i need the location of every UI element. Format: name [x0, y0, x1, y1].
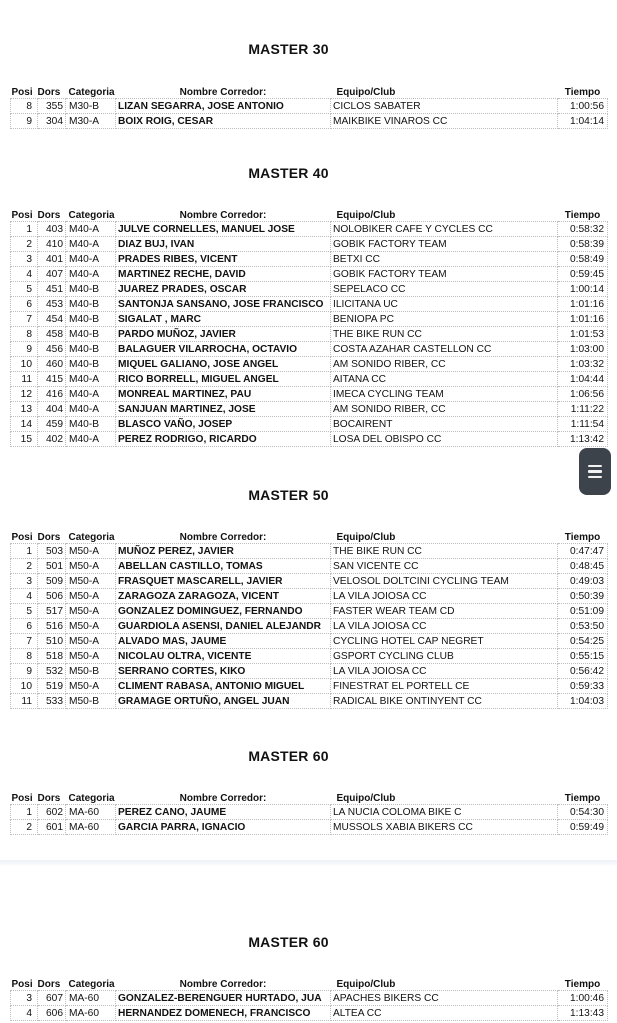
cell-cat: M50-A — [66, 589, 116, 604]
cell-club: GOBIK FACTORY TEAM — [331, 237, 558, 252]
column-header-dors: Dors — [37, 532, 61, 543]
cell-time: 0:58:49 — [558, 252, 608, 267]
table-header-row — [11, 529, 608, 544]
cell-time: 1:13:42 — [558, 432, 608, 447]
cell-dors: 401 — [38, 252, 66, 267]
cell-name: PEREZ CANO, JAUME — [116, 805, 331, 820]
cell-dors: 415 — [38, 372, 66, 387]
cell-dors: 407 — [38, 267, 66, 282]
table-row — [11, 267, 608, 282]
cell-cat: M50-A — [66, 649, 116, 664]
table-row — [11, 820, 608, 835]
cell-time: 1:06:56 — [558, 387, 608, 402]
column-header-dors: Dors — [37, 87, 61, 98]
cell-pos: 9 — [11, 342, 38, 357]
cell-club: LOSA DEL OBISPO CC — [331, 432, 558, 447]
cell-time: 1:11:54 — [558, 417, 608, 432]
cell-club: AM SONIDO RIBER, CC — [331, 357, 558, 372]
cell-cat: M40-A — [66, 267, 116, 282]
cell-name: BALAGUER VILARROCHA, OCTAVIO — [116, 342, 331, 357]
cell-time: 1:01:16 — [558, 312, 608, 327]
cell-club: LA VILA JOIOSA CC — [331, 664, 558, 679]
cell-name: MUÑOZ PEREZ, JAVIER — [116, 544, 331, 559]
table-row — [11, 604, 608, 619]
table-row — [11, 342, 608, 357]
cell-name: RICO BORRELL, MIGUEL ANGEL — [116, 372, 331, 387]
table-row — [11, 694, 608, 709]
cell-dors: 533 — [38, 694, 66, 709]
cell-dors: 506 — [38, 589, 66, 604]
cell-club: GOBIK FACTORY TEAM — [331, 267, 558, 282]
cell-dors: 518 — [38, 649, 66, 664]
cell-cat: M50-A — [66, 574, 116, 589]
cell-time: 0:58:32 — [558, 222, 608, 237]
cell-pos: 7 — [11, 634, 38, 649]
cell-pos: 8 — [11, 327, 38, 342]
cell-dors: 355 — [38, 99, 66, 114]
cell-pos: 4 — [11, 589, 38, 604]
table-header-row — [11, 84, 608, 99]
column-header-time: Tiempo — [564, 532, 601, 543]
cell-cat: M40-A — [66, 222, 116, 237]
cell-cat: M50-A — [66, 634, 116, 649]
cell-time: 0:59:45 — [558, 267, 608, 282]
cell-name: MONREAL MARTINEZ, PAU — [116, 387, 331, 402]
cell-club: IMECA CYCLING TEAM — [331, 387, 558, 402]
column-header-club: Equipo/Club — [336, 793, 396, 804]
column-header-dors: Dors — [37, 210, 61, 221]
cell-time: 0:47:47 — [558, 544, 608, 559]
cell-dors: 601 — [38, 820, 66, 835]
cell-club: APACHES BIKERS CC — [331, 991, 558, 1006]
cell-cat: M40-B — [66, 417, 116, 432]
cell-time: 0:59:33 — [558, 679, 608, 694]
cell-time: 0:59:49 — [558, 820, 608, 835]
cell-cat: M50-A — [66, 619, 116, 634]
cell-cat: M50-A — [66, 604, 116, 619]
cell-pos: 4 — [11, 267, 38, 282]
cell-club: SEPELACO CC — [331, 282, 558, 297]
cell-club: AM SONIDO RIBER, CC — [331, 402, 558, 417]
cell-dors: 403 — [38, 222, 66, 237]
table-row — [11, 237, 608, 252]
column-header-time: Tiempo — [564, 793, 601, 804]
results-table — [10, 207, 608, 447]
column-header-cat: Categoria — [68, 793, 115, 804]
cell-cat: M50-A — [66, 544, 116, 559]
cell-time: 1:04:14 — [558, 114, 608, 129]
table-header-row — [11, 790, 608, 805]
table-row — [11, 282, 608, 297]
cell-club: BOCAIRENT — [331, 417, 558, 432]
cell-pos: 13 — [11, 402, 38, 417]
cell-club: ILICITANA UC — [331, 297, 558, 312]
cell-club: CYCLING HOTEL CAP NEGRET — [331, 634, 558, 649]
cell-cat: M50-B — [66, 664, 116, 679]
cell-name: ALVADO MAS, JAUME — [116, 634, 331, 649]
table-row — [11, 372, 608, 387]
cell-pos: 12 — [11, 387, 38, 402]
cell-pos: 14 — [11, 417, 38, 432]
table-row — [11, 634, 608, 649]
cell-time: 1:13:43 — [558, 1006, 608, 1021]
cell-time: 0:48:45 — [558, 559, 608, 574]
column-header-pos: Posi — [11, 87, 33, 98]
column-header-club: Equipo/Club — [336, 979, 396, 990]
cell-name: MIQUEL GALIANO, JOSE ANGEL — [116, 357, 331, 372]
column-header-club: Equipo/Club — [336, 210, 396, 221]
cell-dors: 453 — [38, 297, 66, 312]
cell-time: 1:00:56 — [558, 99, 608, 114]
table-row — [11, 114, 608, 129]
cell-pos: 5 — [11, 604, 38, 619]
cell-time: 0:49:03 — [558, 574, 608, 589]
cell-name: HERNANDEZ DOMENECH, FRANCISCO — [116, 1006, 331, 1021]
column-header-name: Nombre Corredor: — [179, 210, 267, 221]
cell-pos: 7 — [11, 312, 38, 327]
cell-name: NICOLAU OLTRA, VICENTE — [116, 649, 331, 664]
cell-club: BENIOPA PC — [331, 312, 558, 327]
section-title: MASTER 60 — [248, 748, 329, 764]
column-header-club: Equipo/Club — [336, 87, 396, 98]
cell-name: SIGALAT , MARC — [116, 312, 331, 327]
cell-dors: 602 — [38, 805, 66, 820]
cell-cat: M50-A — [66, 559, 116, 574]
cell-club: CICLOS SABATER — [331, 99, 558, 114]
column-header-cat: Categoria — [68, 210, 115, 221]
cell-time: 0:50:39 — [558, 589, 608, 604]
cell-dors: 456 — [38, 342, 66, 357]
table-row — [11, 619, 608, 634]
cell-cat: M40-A — [66, 387, 116, 402]
column-header-club: Equipo/Club — [336, 532, 396, 543]
column-header-name: Nombre Corredor: — [179, 87, 267, 98]
cell-club: AITANA CC — [331, 372, 558, 387]
cell-club: BETXI CC — [331, 252, 558, 267]
cell-pos: 3 — [11, 574, 38, 589]
cell-time: 0:54:25 — [558, 634, 608, 649]
cell-pos: 2 — [11, 820, 38, 835]
cell-name: GONZALEZ-BERENGUER HURTADO, JUA — [116, 991, 331, 1006]
cell-cat: M50-B — [66, 694, 116, 709]
column-header-time: Tiempo — [564, 210, 601, 221]
cell-name: PRADES RIBES, VICENT — [116, 252, 331, 267]
table-header-row — [11, 207, 608, 222]
column-header-cat: Categoria — [68, 979, 115, 990]
cell-name: FRASQUET MASCARELL, JAVIER — [116, 574, 331, 589]
column-header-dors: Dors — [37, 979, 61, 990]
cell-time: 0:55:15 — [558, 649, 608, 664]
cell-name: SERRANO CORTES, KIKO — [116, 664, 331, 679]
cell-pos: 1 — [11, 222, 38, 237]
cell-club: MUSSOLS XABIA BIKERS CC — [331, 820, 558, 835]
cell-name: SANTONJA SANSANO, JOSE FRANCISCO — [116, 297, 331, 312]
cell-time: 1:00:14 — [558, 282, 608, 297]
cell-club: GSPORT CYCLING CLUB — [331, 649, 558, 664]
cell-club: VELOSOL DOLTCINI CYCLING TEAM — [331, 574, 558, 589]
cell-pos: 15 — [11, 432, 38, 447]
cell-pos: 4 — [11, 1006, 38, 1021]
column-header-name: Nombre Corredor: — [179, 532, 267, 543]
cell-cat: M50-A — [66, 679, 116, 694]
cell-time: 0:51:09 — [558, 604, 608, 619]
cell-time: 1:04:03 — [558, 694, 608, 709]
cell-club: RADICAL BIKE ONTINYENT CC — [331, 694, 558, 709]
cell-dors: 304 — [38, 114, 66, 129]
cell-cat: M40-A — [66, 237, 116, 252]
column-header-pos: Posi — [11, 210, 33, 221]
cell-name: ABELLAN CASTILLO, TOMAS — [116, 559, 331, 574]
cell-cat: M40-A — [66, 252, 116, 267]
table-row — [11, 222, 608, 237]
cell-pos: 2 — [11, 559, 38, 574]
cell-time: 0:54:30 — [558, 805, 608, 820]
cell-name: JUAREZ PRADES, OSCAR — [116, 282, 331, 297]
cell-dors: 606 — [38, 1006, 66, 1021]
results-table — [10, 84, 608, 129]
cell-dors: 416 — [38, 387, 66, 402]
cell-dors: 458 — [38, 327, 66, 342]
cell-time: 0:58:39 — [558, 237, 608, 252]
cell-cat: MA-60 — [66, 991, 116, 1006]
cell-cat: M40-A — [66, 432, 116, 447]
cell-pos: 3 — [11, 252, 38, 267]
cell-dors: 510 — [38, 634, 66, 649]
cell-dors: 517 — [38, 604, 66, 619]
cell-club: COSTA AZAHAR CASTELLON CC — [331, 342, 558, 357]
cell-pos: 9 — [11, 114, 38, 129]
cell-club: LA VILA JOIOSA CC — [331, 619, 558, 634]
cell-cat: M40-A — [66, 402, 116, 417]
cell-name: GONZALEZ DOMINGUEZ, FERNANDO — [116, 604, 331, 619]
cell-name: PEREZ RODRIGO, RICARDO — [116, 432, 331, 447]
cell-club: SAN VICENTE CC — [331, 559, 558, 574]
cell-cat: MA-60 — [66, 1006, 116, 1021]
cell-name: BOIX ROIG, CESAR — [116, 114, 331, 129]
table-row — [11, 991, 608, 1006]
column-header-time: Tiempo — [564, 979, 601, 990]
section-title: MASTER 60 — [248, 934, 329, 950]
cell-pos: 1 — [11, 544, 38, 559]
table-row — [11, 387, 608, 402]
section-title: MASTER 40 — [248, 165, 329, 181]
cell-name: SANJUAN MARTINEZ, JOSE — [116, 402, 331, 417]
cell-pos: 1 — [11, 805, 38, 820]
cell-name: CLIMENT RABASA, ANTONIO MIGUEL — [116, 679, 331, 694]
table-row — [11, 589, 608, 604]
cell-pos: 6 — [11, 297, 38, 312]
table-row — [11, 664, 608, 679]
cell-name: GARCIA PARRA, IGNACIO — [116, 820, 331, 835]
cell-time: 1:03:32 — [558, 357, 608, 372]
cell-cat: M30-B — [66, 99, 116, 114]
cell-name: PARDO MUÑOZ, JAVIER — [116, 327, 331, 342]
table-row — [11, 544, 608, 559]
cell-time: 1:03:00 — [558, 342, 608, 357]
page-separator — [0, 860, 617, 866]
table-row — [11, 1006, 608, 1021]
column-header-dors: Dors — [37, 793, 61, 804]
column-header-pos: Posi — [11, 793, 33, 804]
table-row — [11, 402, 608, 417]
column-header-pos: Posi — [11, 532, 33, 543]
cell-cat: M40-B — [66, 357, 116, 372]
cell-club: FASTER WEAR TEAM CD — [331, 604, 558, 619]
cell-pos: 9 — [11, 664, 38, 679]
cell-pos: 11 — [11, 372, 38, 387]
menu-icon-bar — [588, 476, 602, 479]
cell-name: GUARDIOLA ASENSI, DANIEL ALEJANDR — [116, 619, 331, 634]
column-header-time: Tiempo — [564, 87, 601, 98]
cell-cat: M30-A — [66, 114, 116, 129]
cell-pos: 11 — [11, 694, 38, 709]
section-title: MASTER 50 — [248, 487, 329, 503]
cell-time: 0:53:50 — [558, 619, 608, 634]
section-title: MASTER 30 — [248, 41, 329, 57]
cell-pos: 10 — [11, 357, 38, 372]
cell-name: MARTINEZ RECHE, DAVID — [116, 267, 331, 282]
cell-club: FINESTRAT EL PORTELL CE — [331, 679, 558, 694]
cell-dors: 532 — [38, 664, 66, 679]
cell-club: THE BIKE RUN CC — [331, 544, 558, 559]
table-row — [11, 312, 608, 327]
cell-dors: 509 — [38, 574, 66, 589]
results-table — [10, 790, 608, 835]
cell-dors: 519 — [38, 679, 66, 694]
cell-dors: 410 — [38, 237, 66, 252]
cell-club: ALTEA CC — [331, 1006, 558, 1021]
cell-club: LA NUCIA COLOMA BIKE C — [331, 805, 558, 820]
table-row — [11, 559, 608, 574]
results-table — [10, 976, 608, 1021]
menu-icon-bar — [588, 470, 602, 473]
table-row — [11, 805, 608, 820]
cell-pos: 8 — [11, 99, 38, 114]
column-header-name: Nombre Corredor: — [179, 793, 267, 804]
cell-cat: M40-B — [66, 312, 116, 327]
cell-pos: 6 — [11, 619, 38, 634]
cell-pos: 8 — [11, 649, 38, 664]
cell-pos: 10 — [11, 679, 38, 694]
results-table — [10, 529, 608, 709]
cell-time: 1:01:53 — [558, 327, 608, 342]
table-row — [11, 574, 608, 589]
menu-icon-bar — [588, 465, 602, 468]
column-header-name: Nombre Corredor: — [179, 979, 267, 990]
cell-time: 1:00:46 — [558, 991, 608, 1006]
cell-pos: 5 — [11, 282, 38, 297]
column-header-pos: Posi — [11, 979, 33, 990]
cell-cat: M40-B — [66, 342, 116, 357]
cell-club: THE BIKE RUN CC — [331, 327, 558, 342]
menu-button[interactable] — [579, 448, 611, 495]
cell-dors: 503 — [38, 544, 66, 559]
cell-name: BLASCO VAÑO, JOSEP — [116, 417, 331, 432]
cell-dors: 454 — [38, 312, 66, 327]
cell-dors: 516 — [38, 619, 66, 634]
table-row — [11, 252, 608, 267]
cell-name: JULVE CORNELLES, MANUEL JOSE — [116, 222, 331, 237]
cell-name: GRAMAGE ORTUÑO, ANGEL JUAN — [116, 694, 331, 709]
table-row — [11, 327, 608, 342]
cell-cat: MA-60 — [66, 820, 116, 835]
table-row — [11, 432, 608, 447]
cell-dors: 607 — [38, 991, 66, 1006]
table-row — [11, 417, 608, 432]
cell-cat: M40-B — [66, 282, 116, 297]
cell-dors: 501 — [38, 559, 66, 574]
cell-time: 0:56:42 — [558, 664, 608, 679]
cell-time: 1:01:16 — [558, 297, 608, 312]
cell-cat: M40-B — [66, 297, 116, 312]
cell-name: ZARAGOZA ZARAGOZA, VICENT — [116, 589, 331, 604]
table-row — [11, 99, 608, 114]
cell-time: 1:11:22 — [558, 402, 608, 417]
cell-club: MAIKBIKE VINAROS CC — [331, 114, 558, 129]
cell-dors: 451 — [38, 282, 66, 297]
cell-dors: 460 — [38, 357, 66, 372]
table-row — [11, 679, 608, 694]
cell-dors: 402 — [38, 432, 66, 447]
column-header-cat: Categoria — [68, 532, 115, 543]
table-row — [11, 357, 608, 372]
cell-time: 1:04:44 — [558, 372, 608, 387]
cell-name: DIAZ BUJ, IVAN — [116, 237, 331, 252]
cell-cat: M40-B — [66, 327, 116, 342]
cell-pos: 3 — [11, 991, 38, 1006]
column-header-cat: Categoria — [68, 87, 115, 98]
table-row — [11, 649, 608, 664]
cell-name: LIZAN SEGARRA, JOSE ANTONIO — [116, 99, 331, 114]
cell-dors: 404 — [38, 402, 66, 417]
cell-club: LA VILA JOIOSA CC — [331, 589, 558, 604]
cell-pos: 2 — [11, 237, 38, 252]
table-row — [11, 297, 608, 312]
cell-club: NOLOBIKER CAFE Y CYCLES CC — [331, 222, 558, 237]
cell-dors: 459 — [38, 417, 66, 432]
table-header-row — [11, 976, 608, 991]
cell-cat: MA-60 — [66, 805, 116, 820]
cell-cat: M40-A — [66, 372, 116, 387]
